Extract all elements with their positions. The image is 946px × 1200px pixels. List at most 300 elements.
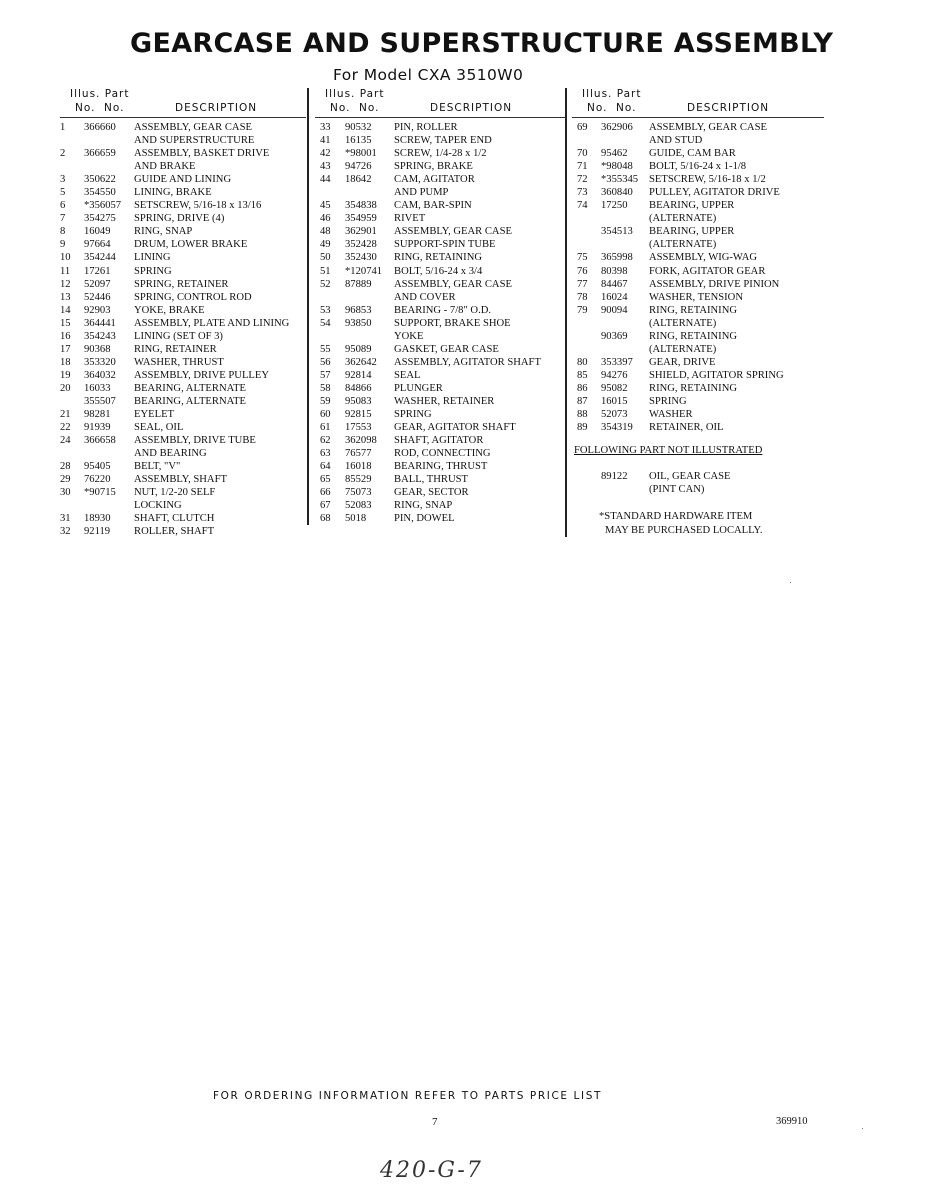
part-number: 365998 — [601, 252, 633, 264]
part-number: 52083 — [345, 500, 372, 512]
part-number: 76220 — [84, 474, 111, 486]
part-description: ROD, CONNECTING — [394, 448, 491, 460]
table-row — [572, 265, 824, 278]
parts-rows — [60, 121, 306, 539]
part-description: YOKE — [394, 330, 424, 342]
illus-number: 79 — [577, 304, 588, 316]
table-row — [60, 525, 306, 538]
part-description: (PINT CAN) — [649, 484, 705, 496]
part-number: 94726 — [345, 161, 372, 173]
part-description: RING, RETAINING — [649, 382, 738, 394]
table-row — [572, 199, 824, 212]
illus-number: 52 — [320, 278, 331, 290]
part-number: 89122 — [601, 471, 628, 483]
part-number: 17553 — [345, 422, 372, 434]
extra-rows — [572, 470, 824, 496]
part-number: *355345 — [601, 174, 639, 186]
table-row — [315, 160, 567, 173]
part-description: RING, RETAINING — [394, 252, 483, 264]
part-number: 364032 — [84, 369, 116, 381]
column-header — [60, 101, 306, 118]
table-row — [315, 356, 567, 369]
table-row — [572, 330, 824, 343]
illus-number: 76 — [577, 265, 588, 277]
illus-number: 51 — [320, 265, 331, 277]
part-description: RETAINER, OIL — [649, 422, 724, 434]
part-number: 354959 — [345, 213, 377, 225]
part-number: 84467 — [601, 278, 628, 290]
illus-number: 61 — [320, 422, 331, 434]
part-description: AND BRAKE — [134, 161, 196, 173]
table-row — [60, 473, 306, 486]
part-description: BOLT, 5/16-24 x 1-1/8 — [649, 161, 747, 173]
illus-number: 86 — [577, 382, 588, 394]
page-number: 7 — [432, 1116, 438, 1128]
table-row — [315, 173, 567, 186]
illus-number: 28 — [60, 461, 71, 473]
table-row — [60, 356, 306, 369]
illus-number: 50 — [320, 252, 331, 264]
part-description: ASSEMBLY, DRIVE PULLEY — [134, 369, 270, 381]
table-row — [572, 134, 824, 147]
table-row — [572, 369, 824, 382]
table-row — [315, 343, 567, 356]
table-row — [60, 291, 306, 304]
table-row — [60, 173, 306, 186]
table-row — [60, 225, 306, 238]
part-description: NUT, 1/2-20 SELF — [134, 487, 216, 499]
part-description: SPRING, RETAINER — [134, 278, 229, 290]
part-description: ASSEMBLY, WIG-WAG — [649, 252, 758, 264]
illus-number: 77 — [577, 278, 588, 290]
part-number: 93850 — [345, 317, 372, 329]
part-number: 350622 — [84, 174, 116, 186]
part-description: OIL, GEAR CASE — [649, 471, 731, 483]
table-row — [60, 251, 306, 264]
illus-no-header: No. — [330, 102, 351, 114]
table-row — [60, 408, 306, 421]
table-row — [572, 212, 824, 225]
illus-number: 20 — [60, 382, 71, 394]
illus-number: 65 — [320, 474, 331, 486]
parts-column-1 — [60, 88, 306, 539]
part-number: 18642 — [345, 174, 372, 186]
illus-number: 80 — [577, 356, 588, 368]
part-description: SETSCREW, 5/16-18 x 13/16 — [134, 200, 262, 212]
illus-number: 71 — [577, 161, 588, 173]
note-line-1: *STANDARD HARDWARE ITEM — [599, 511, 753, 523]
part-number: 17261 — [84, 265, 111, 277]
illus-number: 15 — [60, 317, 71, 329]
table-row — [572, 291, 824, 304]
table-row — [315, 121, 567, 134]
part-number: 354513 — [601, 226, 633, 238]
part-description: SPRING — [394, 409, 432, 421]
part-description: SCREW, TAPER END — [394, 135, 492, 147]
part-number: 98281 — [84, 409, 111, 421]
scan-speck — [790, 582, 791, 583]
table-row — [60, 512, 306, 525]
part-description: GEAR, AGITATOR SHAFT — [394, 422, 516, 434]
part-description: YOKE, BRAKE — [134, 304, 205, 316]
illus-number: 9 — [60, 239, 66, 251]
illus-number: 41 — [320, 135, 331, 147]
part-description: RIVET — [394, 213, 426, 225]
part-number: 352428 — [345, 239, 377, 251]
part-description: LOCKING — [134, 500, 182, 512]
part-number: 92814 — [345, 369, 372, 381]
illus-number: 53 — [320, 304, 331, 316]
part-number: 16015 — [601, 395, 628, 407]
illus-number: 58 — [320, 382, 331, 394]
part-description: PULLEY, AGITATOR DRIVE — [649, 187, 780, 199]
illus-number: 1 — [60, 122, 66, 133]
illus-no-header: No. — [587, 102, 608, 114]
part-description: SPRING, CONTROL ROD — [134, 291, 252, 303]
table-row — [315, 199, 567, 212]
table-row — [315, 317, 567, 330]
illus-number: 60 — [320, 409, 331, 421]
table-row — [315, 369, 567, 382]
illus-number: 54 — [320, 317, 331, 329]
part-number: 352430 — [345, 252, 377, 264]
illus-part-header: Illus. Part — [325, 88, 385, 100]
illus-number: 88 — [577, 409, 588, 421]
part-description: AND BEARING — [134, 448, 207, 460]
part-description: (ALTERNATE) — [649, 317, 717, 329]
part-number: 92815 — [345, 409, 372, 421]
illus-number: 19 — [60, 369, 71, 381]
illus-number: 11 — [60, 265, 71, 277]
part-number: 85529 — [345, 474, 372, 486]
part-description: SPRING — [134, 265, 172, 277]
table-row — [572, 470, 824, 483]
table-row — [572, 238, 824, 251]
part-no-header: No. — [616, 102, 637, 114]
part-description: CAM, BAR-SPIN — [394, 200, 472, 212]
table-row — [572, 382, 824, 395]
part-description: ASSEMBLY, DRIVE PINION — [649, 278, 780, 290]
part-number: 87889 — [345, 278, 372, 290]
part-number: 354838 — [345, 200, 377, 212]
illus-number: 68 — [320, 513, 331, 525]
table-row — [315, 499, 567, 512]
part-description: CAM, AGITATOR — [394, 174, 475, 186]
part-number: 52097 — [84, 278, 111, 290]
part-description: LINING — [134, 252, 171, 264]
part-description: (ALTERNATE) — [649, 213, 717, 225]
part-description: BEARING, THRUST — [394, 461, 488, 473]
part-number: 95405 — [84, 461, 111, 473]
table-row — [60, 486, 306, 499]
illus-number: 62 — [320, 435, 331, 447]
part-description: RING, RETAINER — [134, 343, 217, 355]
illus-number: 12 — [60, 278, 71, 290]
part-number: 18930 — [84, 513, 111, 525]
part-number: 92903 — [84, 304, 111, 316]
table-row — [60, 421, 306, 434]
parts-column-3 — [565, 88, 824, 537]
table-row — [60, 304, 306, 317]
illus-number: 85 — [577, 369, 588, 381]
illus-number: 43 — [320, 161, 331, 173]
part-number: 92119 — [84, 526, 111, 538]
illus-number: 57 — [320, 369, 331, 381]
part-number: 5018 — [345, 513, 367, 525]
table-row — [60, 278, 306, 291]
part-description: (ALTERNATE) — [649, 239, 717, 251]
table-row — [572, 160, 824, 173]
table-row — [315, 304, 567, 317]
part-number: 353397 — [601, 356, 633, 368]
table-row — [572, 121, 824, 134]
table-row — [572, 173, 824, 186]
part-description: BALL, THRUST — [394, 474, 468, 486]
part-number: 52446 — [84, 291, 111, 303]
illus-number: 16 — [60, 330, 71, 342]
part-description: PIN, DOWEL — [394, 513, 455, 525]
part-description: SPRING, BRAKE — [394, 161, 473, 173]
parts-column-2 — [307, 88, 567, 525]
table-row — [60, 134, 306, 147]
table-row — [60, 199, 306, 212]
part-description: WASHER, RETAINER — [394, 395, 495, 407]
illus-number: 8 — [60, 226, 66, 238]
part-description: ASSEMBLY, GEAR CASE — [649, 122, 767, 133]
part-no-header: No. — [104, 102, 125, 114]
part-description: SETSCREW, 5/16-18 x 1/2 — [649, 174, 766, 186]
part-number: 95462 — [601, 148, 628, 160]
illus-part-header: Illus. Part — [582, 88, 642, 100]
part-number: 360840 — [601, 187, 633, 199]
part-number: 16024 — [601, 291, 628, 303]
part-number: 354319 — [601, 422, 633, 434]
part-description: SPRING — [649, 395, 687, 407]
illus-number: 64 — [320, 461, 331, 473]
part-description: GASKET, GEAR CASE — [394, 343, 499, 355]
part-description: RING, SNAP — [394, 500, 453, 512]
part-description: (ALTERNATE) — [649, 343, 717, 355]
illus-number: 87 — [577, 395, 588, 407]
part-number: 354550 — [84, 187, 116, 199]
part-no-header: No. — [359, 102, 380, 114]
table-row — [60, 460, 306, 473]
illus-number: 10 — [60, 252, 71, 264]
table-row — [60, 330, 306, 343]
illus-number: 67 — [320, 500, 331, 512]
part-description: GUIDE AND LINING — [134, 174, 232, 186]
table-row — [60, 121, 306, 134]
part-number: 362906 — [601, 122, 633, 133]
part-number: *90715 — [84, 487, 116, 499]
illus-no-header: No. — [75, 102, 96, 114]
illus-number: 73 — [577, 187, 588, 199]
illus-number: 3 — [60, 174, 66, 186]
illus-number: 24 — [60, 435, 71, 447]
part-number: 76577 — [345, 448, 372, 460]
illus-part-header: Illus. Part — [70, 88, 130, 100]
table-row — [60, 343, 306, 356]
illus-number: 30 — [60, 487, 71, 499]
illus-number: 46 — [320, 213, 331, 225]
model-subtitle: For Model CXA 3510W0 — [333, 66, 524, 84]
part-description: ASSEMBLY, AGITATOR SHAFT — [394, 356, 541, 368]
table-row — [60, 186, 306, 199]
part-description: RING, RETAINING — [649, 330, 738, 342]
part-number: *120741 — [345, 265, 383, 277]
illus-number: 5 — [60, 187, 66, 199]
scan-speck — [862, 1128, 863, 1129]
part-number: 75073 — [345, 487, 372, 499]
part-description: WASHER — [649, 409, 693, 421]
table-row — [60, 317, 306, 330]
part-description: AND SUPERSTRUCTURE — [134, 135, 255, 147]
table-row — [572, 186, 824, 199]
illus-number: 21 — [60, 409, 71, 421]
table-row — [60, 160, 306, 173]
part-description: SHAFT, AGITATOR — [394, 435, 484, 447]
table-row — [60, 395, 306, 408]
part-description: SCREW, 1/4-28 x 1/2 — [394, 148, 487, 160]
table-row — [315, 421, 567, 434]
table-row — [572, 278, 824, 291]
table-row — [315, 265, 567, 278]
part-description: GEAR, SECTOR — [394, 487, 469, 499]
table-row — [315, 408, 567, 421]
table-row — [315, 434, 567, 447]
part-description: ASSEMBLY, DRIVE TUBE — [134, 435, 256, 447]
table-row — [572, 421, 824, 434]
illus-number: 56 — [320, 356, 331, 368]
illus-number: 18 — [60, 356, 71, 368]
part-number: 91939 — [84, 422, 111, 434]
illus-number: 6 — [60, 200, 66, 212]
part-description: ASSEMBLY, PLATE AND LINING — [134, 317, 290, 329]
part-number: 366658 — [84, 435, 116, 447]
table-row — [572, 343, 824, 356]
table-row — [315, 473, 567, 486]
table-row — [60, 434, 306, 447]
part-description: ASSEMBLY, GEAR CASE — [394, 226, 512, 238]
part-description: LINING, BRAKE — [134, 187, 212, 199]
part-number: 95082 — [601, 382, 628, 394]
illus-number: 13 — [60, 291, 71, 303]
part-number: 95083 — [345, 395, 372, 407]
hardware-note — [572, 510, 824, 537]
part-number: 52073 — [601, 409, 628, 421]
part-description: SPRING, DRIVE (4) — [134, 213, 225, 225]
part-number: 90369 — [601, 330, 628, 342]
table-row — [572, 356, 824, 369]
table-row — [315, 447, 567, 460]
table-row — [572, 304, 824, 317]
part-number: 97664 — [84, 239, 111, 251]
description-header: DESCRIPTION — [687, 102, 770, 114]
part-description: SUPPORT, BRAKE SHOE — [394, 317, 511, 329]
table-row — [315, 382, 567, 395]
part-description: PLUNGER — [394, 382, 443, 394]
part-description: ASSEMBLY, SHAFT — [134, 474, 227, 486]
ordering-info-footer: FOR ORDERING INFORMATION REFER TO PARTS PRICE LIST — [213, 1090, 602, 1102]
part-description: DRUM, LOWER BRAKE — [134, 239, 248, 251]
table-row — [315, 212, 567, 225]
part-number: 366659 — [84, 148, 116, 160]
column-header — [315, 101, 567, 118]
document-number: 369910 — [776, 1116, 808, 1127]
part-description: BELT, "V" — [134, 461, 181, 473]
table-row — [315, 330, 567, 343]
illus-number: 55 — [320, 343, 331, 355]
part-number: 96853 — [345, 304, 372, 316]
table-row — [60, 499, 306, 512]
part-number: 16033 — [84, 382, 111, 394]
description-header: DESCRIPTION — [175, 102, 258, 114]
part-description: BEARING, ALTERNATE — [134, 382, 247, 394]
table-row — [315, 251, 567, 264]
table-row — [315, 134, 567, 147]
illus-number: 22 — [60, 422, 71, 434]
table-row — [572, 147, 824, 160]
illus-number: 63 — [320, 448, 331, 460]
part-description: BEARING, ALTERNATE — [134, 395, 247, 407]
part-description: AND PUMP — [394, 187, 449, 199]
column-header — [572, 101, 824, 118]
note-line-2: MAY BE PURCHASED LOCALLY. — [605, 524, 763, 536]
description-header: DESCRIPTION — [430, 102, 513, 114]
parts-rows — [315, 121, 567, 525]
part-number: 366660 — [84, 122, 116, 133]
illus-number: 14 — [60, 304, 71, 316]
part-description: BEARING, UPPER — [649, 226, 735, 238]
part-number: 17250 — [601, 200, 628, 212]
not-illustrated-label: FOLLOWING PART NOT ILLUSTRATED — [574, 445, 763, 457]
part-number: 362642 — [345, 356, 377, 368]
table-row — [572, 317, 824, 330]
handwritten-note: 420-G-7 — [380, 1158, 483, 1183]
part-description: PIN, ROLLER — [394, 122, 458, 133]
illus-number: 74 — [577, 200, 588, 212]
part-number: 95089 — [345, 343, 372, 355]
part-number: *356057 — [84, 200, 122, 212]
part-description: AND COVER — [394, 291, 456, 303]
illus-number: 42 — [320, 148, 331, 160]
illus-number: 66 — [320, 487, 331, 499]
illus-number: 70 — [577, 148, 588, 160]
illus-number: 29 — [60, 474, 71, 486]
illus-number: 7 — [60, 213, 66, 225]
table-row — [60, 212, 306, 225]
table-row — [572, 251, 824, 264]
illus-number: 2 — [60, 148, 66, 160]
illus-number: 48 — [320, 226, 331, 238]
part-description: RING, SNAP — [134, 226, 193, 238]
illus-number: 59 — [320, 395, 331, 407]
part-description: WASHER, THRUST — [134, 356, 224, 368]
table-row — [572, 225, 824, 238]
illus-number: 75 — [577, 252, 588, 264]
table-row — [315, 225, 567, 238]
part-number: *98001 — [345, 148, 377, 160]
table-row — [572, 395, 824, 408]
part-description: LINING (SET OF 3) — [134, 330, 223, 342]
table-row — [572, 483, 824, 496]
part-number: 355507 — [84, 395, 116, 407]
part-number: 94276 — [601, 369, 628, 381]
part-number: 80398 — [601, 265, 628, 277]
part-number: 84866 — [345, 382, 372, 394]
table-row — [572, 408, 824, 421]
part-description: FORK, AGITATOR GEAR — [649, 265, 766, 277]
